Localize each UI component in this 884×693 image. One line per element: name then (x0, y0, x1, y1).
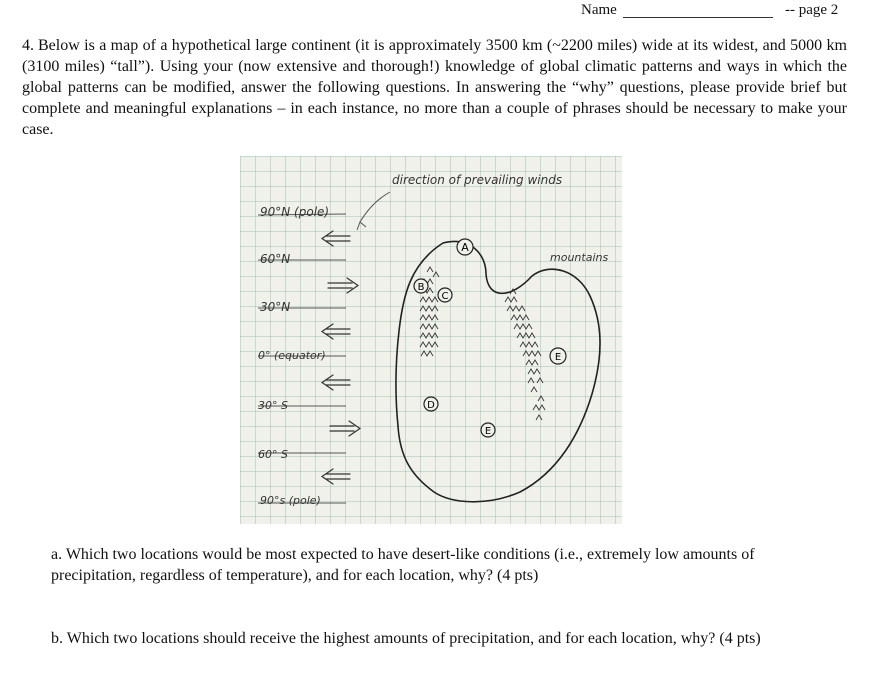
location-label-b: B (417, 282, 425, 293)
latitude-label-60n: 60°N (260, 252, 291, 266)
latitude-label-30s: 30° S (258, 399, 288, 412)
name-blank-line (623, 17, 773, 18)
question-4 (22, 35, 847, 140)
latitude-label-equator: 0° (equator) (258, 349, 326, 362)
latitude-label-60s: 60° S (258, 448, 288, 461)
wind-arrow-0-to-30n-west (322, 324, 350, 339)
wind-arrow-60s-to-90s-west (322, 469, 350, 484)
subquestion-b: b. Which two locations should receive the highest amounts of precipitation, and for each location, why? (4 pts) (51, 630, 761, 647)
location-marker-e-south (481, 423, 495, 437)
location-marker-c (438, 288, 452, 302)
winds-pointer-arrowhead (357, 222, 366, 230)
subquestion-a: a. Which two locations would be most expected to have desert-like conditions (i.e., extremely low amounts of precipitation, regardless of temperature), and for each location, why? (4 pts) (51, 546, 755, 584)
mountains-label: mountains (550, 251, 609, 264)
name-label: Name (581, 2, 617, 18)
continent-outline (396, 241, 600, 501)
latitude-label-30n: 30°N (260, 300, 291, 314)
location-marker-b (414, 279, 428, 293)
wind-arrow-30n-to-60n-east (328, 278, 358, 293)
wind-arrow-30s-to-60s-east (330, 421, 360, 436)
wind-arrow-0-to-30s-west (322, 375, 350, 390)
location-label-e-east: E (554, 352, 562, 363)
latitude-label-90n: 90°N (pole) (260, 205, 330, 219)
mountain-range-east (505, 289, 545, 420)
question-number: 4. (22, 37, 34, 54)
winds-pointer-line (360, 192, 390, 222)
location-marker-e-east (550, 348, 566, 364)
location-label-d: D (427, 400, 435, 411)
location-marker-a (457, 239, 473, 255)
location-label-e-south: E (484, 426, 492, 437)
page-number: -- page 2 (785, 2, 839, 18)
location-label-a: A (461, 241, 469, 254)
page-header (0, 2, 884, 22)
latitude-label-90s: 90°s (pole) (260, 494, 321, 507)
continent-map-figure (240, 156, 622, 524)
continent-map (240, 156, 622, 524)
location-marker-d (424, 397, 438, 411)
question-text: Below is a map of a hypothetical large continent (it is approximately 3500 km (~2200 miles) wide at its widest, and 5000 km (3100 miles) “tall”). Using your (now extensive and thorough!) knowledge of global climatic patterns and ways in which the global patterns can be modified, answer the following questions. In answering the “why” questions, please provide brief but complete and meaningful explanations – in each instance, no more than a couple of phrases should be necessary to make your case. (22, 37, 847, 138)
location-label-c: C (441, 291, 449, 302)
wind-arrow-60n-to-90n-west (322, 231, 350, 246)
winds-label: direction of prevailing winds (392, 173, 563, 187)
